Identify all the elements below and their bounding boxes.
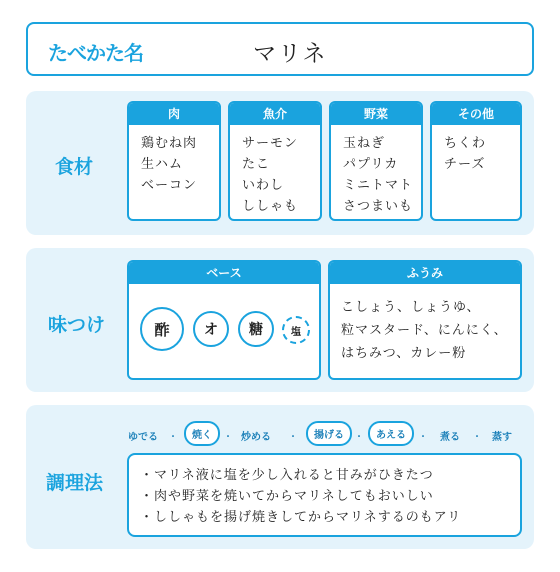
ingredient-item: 生ハム — [141, 157, 184, 172]
method-tip: ・マリネ液に塩を少し入れると甘みがひきたつ — [140, 468, 434, 483]
ingredient-box-other — [430, 101, 522, 221]
method-separator: ・ — [354, 432, 364, 443]
method-section — [26, 405, 534, 549]
ingredient-item: ちくわ — [444, 136, 487, 151]
method-tip: ・肉や野菜を焼いてからマリネしてもおいしい — [140, 489, 434, 504]
method-separator: ・ — [168, 432, 178, 443]
method-separator: ・ — [472, 432, 482, 443]
ingredient-item: たこ — [242, 157, 271, 172]
method-grill: 焼く — [184, 421, 220, 446]
seasoning-section — [26, 248, 534, 392]
base-oil-circle: オ — [193, 311, 229, 347]
ingredient-item: 玉ねぎ — [343, 136, 386, 151]
base-vinegar-circle: 酢 — [140, 307, 184, 351]
ingredient-item: いわし — [242, 178, 285, 193]
method-stir-fry: 炒める — [241, 432, 271, 443]
method-boil: ゆでる — [128, 432, 158, 443]
ingredient-item: ベーコン — [141, 178, 198, 193]
seasoning-title: 味つけ — [48, 314, 106, 336]
method-deep-fry: 揚げる — [306, 421, 352, 446]
flavor-line: はちみつ、カレー粉 — [341, 346, 467, 361]
ingredient-item: ミニトマト — [343, 178, 414, 193]
ingredient-item: 鶏むね肉 — [141, 136, 198, 151]
base-salt-circle: 塩 — [282, 316, 310, 344]
ingredient-item: チーズ — [444, 157, 486, 172]
recipe-name-card — [26, 22, 534, 76]
method-steam: 蒸す — [492, 432, 512, 443]
flavor-box-header: ふうみ — [330, 262, 520, 284]
method-tips-list — [140, 465, 461, 528]
method-title: 調理法 — [46, 472, 104, 494]
ingredient-box-header: 肉 — [129, 103, 219, 125]
base-box-header: ベース — [129, 262, 319, 284]
method-dress: あえる — [368, 421, 414, 446]
ingredient-box-header: その他 — [432, 103, 520, 125]
method-separator: ・ — [418, 432, 428, 443]
ingredients-section — [26, 91, 534, 235]
ingredient-box-header: 野菜 — [331, 103, 421, 125]
ingredient-box-header: 魚介 — [230, 103, 320, 125]
ingredient-item: パプリカ — [343, 157, 399, 172]
flavor-line: こしょう、しょうゆ、 — [341, 300, 481, 315]
ingredient-item: ししゃも — [242, 199, 299, 214]
flavor-line: 粒マスタード、にんにく、 — [341, 323, 508, 338]
method-separator: ・ — [288, 432, 298, 443]
ingredient-item: サーモン — [242, 136, 299, 151]
method-separator: ・ — [223, 432, 233, 443]
recipe-name-value: マリネ — [253, 41, 328, 67]
ingredient-box-meat — [127, 101, 221, 221]
ingredient-box-vegetables — [329, 101, 423, 221]
recipe-name-label: たべかた名 — [48, 41, 143, 65]
method-simmer: 煮る — [440, 432, 460, 443]
method-tip: ・ししゃもを揚げ焼きしてからマリネするのもアリ — [140, 510, 462, 525]
ingredient-box-seafood — [228, 101, 322, 221]
ingredient-item: さつまいも — [343, 199, 414, 214]
base-sugar-circle: 糖 — [238, 311, 274, 347]
ingredients-title: 食材 — [55, 156, 94, 178]
